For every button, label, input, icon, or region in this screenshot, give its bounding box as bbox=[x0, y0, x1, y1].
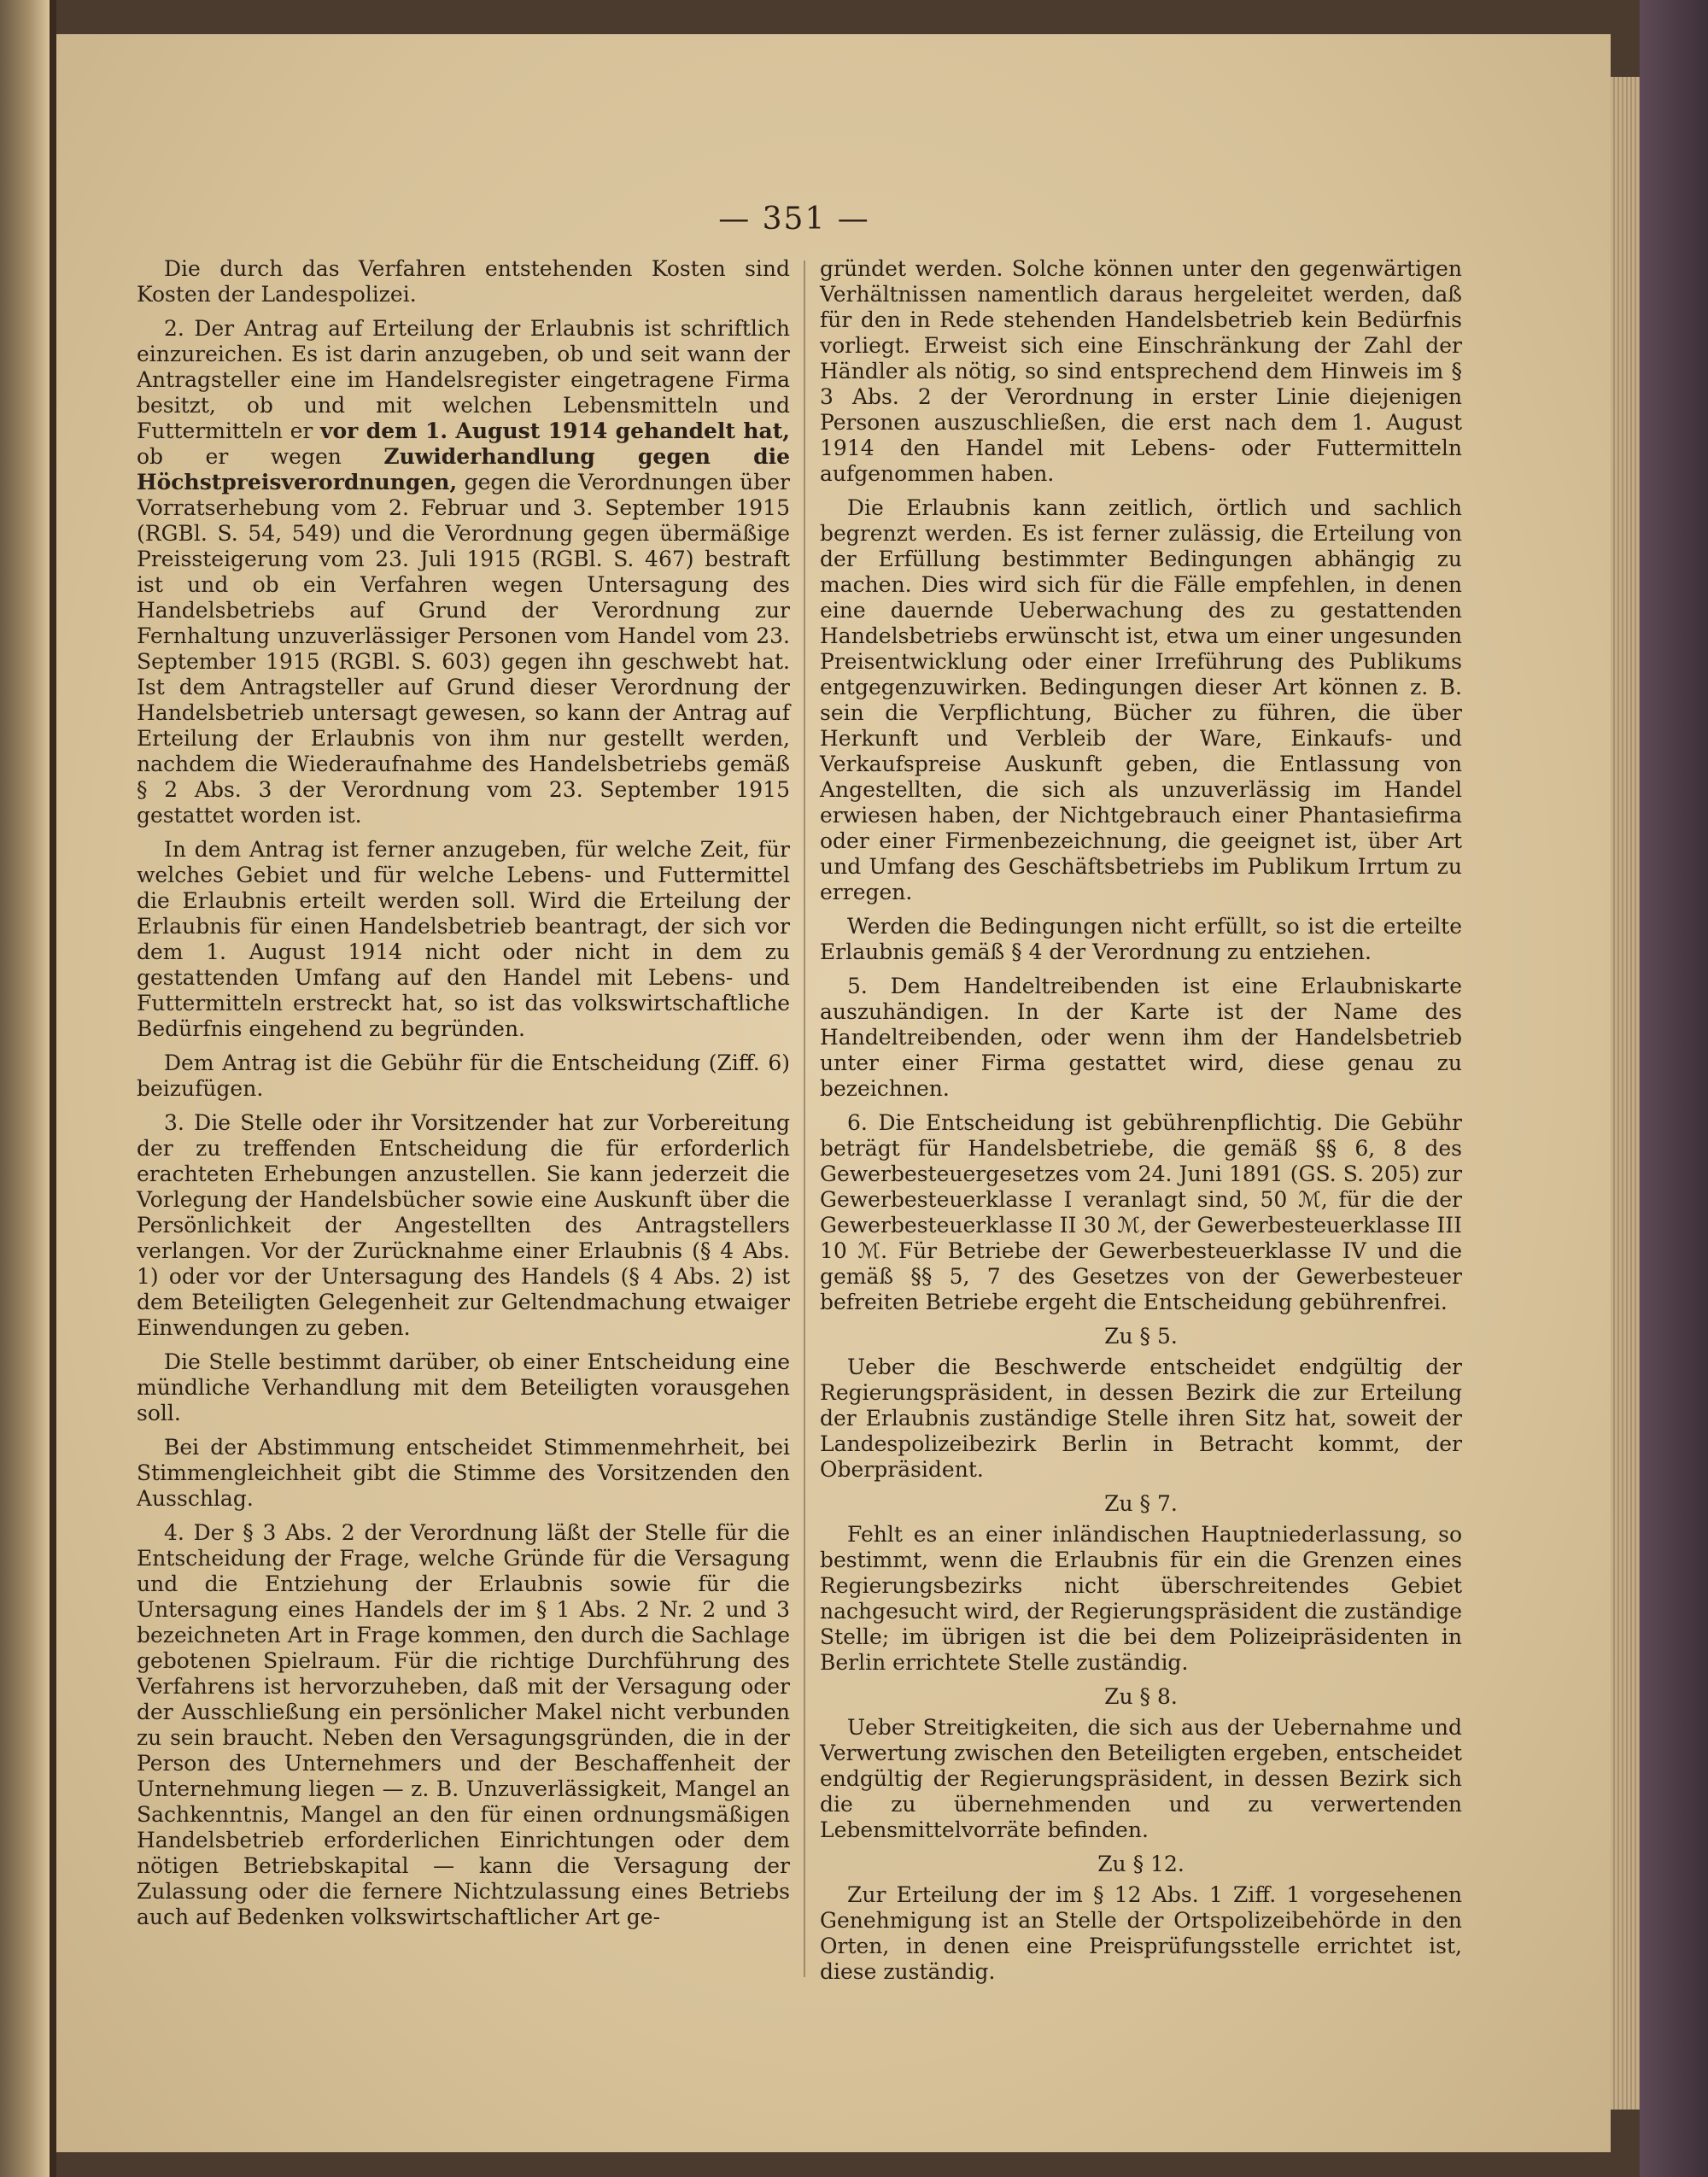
column-divider bbox=[804, 260, 805, 1977]
section-heading: Zu § 8. bbox=[1104, 1684, 1178, 1709]
section-heading: Zu § 7. bbox=[1104, 1491, 1178, 1516]
page-number: — 351 — bbox=[718, 202, 870, 237]
bold-text: Zuwiderhandlung gegen die Höchstpreisverordnungen, bbox=[137, 444, 790, 495]
paragraph-continued: gründet werden. Solche können unter den gegenwärtigen Verhältnissen namentlich daraus hergeleitet werden, daß für den in Rede stehenden Handelsbetrieb kein Bedürfnis vorliegt. Erweist sich eine Einschränkung der Zahl der Händler als nötig, so sind entsprechend dem Hinweis im § 3 Abs. 2 der Verordnung in erster Linie diejenigen Personen auszuschließen, die erst nach dem 1. August 1914 den Handel mit Lebens- oder Futtermitteln aufgenommen haben. bbox=[820, 256, 1462, 486]
page-stack-edge bbox=[1611, 77, 1640, 2110]
paragraph-approval: Zur Erteilung der im § 12 Abs. 1 Ziff. 1 vorgesehenen Genehmigung ist an Stelle der Ortspolizeibehörde in den Orten, in denen eine Preisprüfungsstelle errichtet ist, diese zuständig. bbox=[820, 1882, 1462, 1984]
paragraph-application bbox=[137, 316, 790, 828]
section-heading: Zu § 5. bbox=[1104, 1324, 1178, 1349]
section-heading: Zu § 12. bbox=[1097, 1852, 1184, 1876]
paragraph-fees: 6. Die Entscheidung ist gebührenpflichtig. Die Gebühr beträgt für Handelsbetriebe, die gemäß §§ 6, 8 des Gewerbesteuergesetzes vom 24. Juni 1891 (GS. S. 205) zur Gewerbesteuerklasse I veranlagt sind, 50 ℳ, für die der Gewerbesteuerklasse II 30 ℳ, der Gewerbesteuerklasse III 10 ℳ. Für Betriebe der Gewerbesteuerklasse IV und die gemäß §§ 5, 7 des Gesetzes von der Gewerbesteuer befreiten Betriebe ergeht die Entscheidung gebührenfrei. bbox=[820, 1110, 1462, 1314]
text-span: gegen die Verordnungen über Vorratserhebung vom 2. Februar und 3. September 1915 (RGBl. S. 54, 549) und die Verordnung gegen übermäßige Preissteigerung vom 23. Juli 1915 (RGBl. S. 467) bestraft ist und ob ein Verfahren wegen Untersagung des Handelsbetriebs auf Grund der Verordnung zur Fernhaltung unzuverlässiger Personen vom Handel vom 23. September 1915 (RGBl. S. 603) gegen ihn geschwebt hat. Ist dem Antragsteller auf Grund dieser Verordnung der Handelsbetrieb untersagt gewesen, so kann der Antrag auf Erteilung der Erlaubnis von ihm nur gestellt werden, nachdem die Wiederaufnahme des Handelsbetriebs gemäß § 2 Abs. 3 der Verordnung vom 23. September 1915 gestattet worden ist. bbox=[137, 470, 790, 828]
paragraph-hearing: Die Stelle bestimmt darüber, ob einer Entscheidung eine mündliche Verhandlung mit dem Beteiligten vorausgehen soll. bbox=[137, 1349, 790, 1425]
facing-page-edge bbox=[0, 0, 50, 2177]
book-cover-edge bbox=[1640, 0, 1708, 2177]
paragraph-application-details: In dem Antrag ist ferner anzugeben, für welche Zeit, für welches Gebiet und für welche Lebens- und Futtermittel die Erlaubnis erteilt werden soll. Wird die Erteilung der Erlaubnis für einen Handelsbetrieb beantragt, der sich vor dem 1. August 1914 nicht oder nicht in dem zu gestattenden Umfang auf den Handel mit Lebens- und Futtermitteln erstreckt hat, so ist das volkswirtschaftliche Bedürfnis eingehend zu begründen. bbox=[137, 837, 790, 1041]
bold-text: vor dem 1. August 1914 gehandelt hat, bbox=[319, 418, 790, 443]
text-span: ob er wegen bbox=[137, 444, 384, 469]
paragraph-disputes: Ueber Streitigkeiten, die sich aus der Uebernahme und Verwertung zwischen den Beteiligten ergeben, entscheidet endgültig der Regierungspräsident, in dessen Bezirk sich die zu übernehmenden und zu verwertenden Lebensmittelvorräte befinden. bbox=[820, 1715, 1462, 1842]
paragraph-investigation: 3. Die Stelle oder ihr Vorsitzender hat zur Vorbereitung der zu treffenden Entscheidung die für erforderlich erachteten Erhebungen anzustellen. Sie kann jederzeit die Vorlegung der Handelsbücher sowie eine Auskunft über die Persönlichkeit der Angestellten des Antragstellers verlangen. Vor der Zurücknahme einer Erlaubnis (§ 4 Abs. 1) oder vor der Untersagung des Handels (§ 4 Abs. 2) ist dem Beteiligten Gelegenheit zur Geltendmachung etwaiger Einwendungen zu geben. bbox=[137, 1110, 790, 1340]
paragraph-refusal-grounds: 4. Der § 3 Abs. 2 der Verordnung läßt der Stelle für die Entscheidung der Frage, welche Gründe für die Versagung und die Entziehung der Erlaubnis sowie für die Untersagung eines Handels der im § 1 Abs. 2 Nr. 2 und 3 bezeichneten Art in Frage kommen, den durch die Sachlage gebotenen Spielraum. Für die richtige Durchführung des Verfahrens ist hervorzuheben, daß mit der Versagung oder der Ausschließung ein persönlicher Makel nicht verbunden zu sein braucht. Neben den Versagungsgründen, die in der Person des Unternehmers und der Beschaffenheit der Unternehmung liegen — z. B. Unzuverlässigkeit, Mangel an Sachkenntnis, Mangel an den für einen ordnungsmäßigen Handelsbetrieb erforderlichen Einrichtungen oder dem nötigen Betriebskapital — kann die Versagung der Zulassung oder die fernere Nichtzulassung eines Betriebs auch auf Bedenken volkswirtschaftlicher Art ge- bbox=[137, 1520, 790, 1929]
paragraph-voting: Bei der Abstimmung entscheidet Stimmenmehrheit, bei Stimmengleichheit gibt die Stimme des Vorsitzenden den Ausschlag. bbox=[137, 1435, 790, 1511]
paragraph-costs: Die durch das Verfahren entstehenden Kosten sind Kosten der Landespolizei. bbox=[137, 256, 790, 307]
left-text-column bbox=[137, 256, 790, 1939]
paragraph-conditions: Die Erlaubnis kann zeitlich, örtlich und sachlich begrenzt werden. Es ist ferner zulässig, die Erteilung von der Erfüllung bestimmter Bedingungen abhängig zu machen. Dies wird sich für die Fälle empfehlen, in denen eine dauernde Ueberwachung des zu gestattenden Handelsbetriebs erwünscht ist, etwa um einer ungesunden Preisentwicklung oder einer Irreführung des Publikums entgegenzuwirken. Bedingungen dieser Art können z. B. sein die Verpflichtung, Bücher zu führen, die über Herkunft und Verbleib der Ware, Einkaufs- und Verkaufspreise Auskunft geben, die Entlassung von Angestellten, die sich als unzuverlässig im Handel erwiesen haben, der Nichtgebrauch einer Phantasiefirma oder einer Firmenbezeichnung, die geeignet ist, über Art und Umfang des Geschäftsbetriebs im Publikum Irrtum zu erregen. bbox=[820, 495, 1462, 904]
paragraph-fee: Dem Antrag ist die Gebühr für die Entscheidung (Ziff. 6) beizufügen. bbox=[137, 1050, 790, 1101]
right-text-column bbox=[820, 256, 1462, 1993]
paragraph-revocation: Werden die Bedingungen nicht erfüllt, so ist die erteilte Erlaubnis gemäß § 4 der Verordnung zu entziehen. bbox=[820, 914, 1462, 964]
book-spine-gutter bbox=[50, 0, 56, 2177]
paragraph-appeal: Ueber die Beschwerde entscheidet endgültig der Regierungspräsident, in dessen Bezirk die zur Erteilung der Erlaubnis zuständige Stelle ihren Sitz hat, soweit der Landespolizeibezirk Berlin in Betracht kommt, der Oberpräsident. bbox=[820, 1355, 1462, 1482]
text-span: 2. Der Antrag auf Erteilung der Erlaubnis ist schriftlich einzureichen. Es ist darin anzugeben, ob und seit wann der Antragsteller eine im Handelsregister eingetragene Firma besitzt, ob und mit welchen Lebensmitteln und Futtermitteln er bbox=[137, 316, 790, 443]
paragraph-permit-card: 5. Dem Handeltreibenden ist eine Erlaubniskarte auszuhändigen. In der Karte ist der Name des Handeltreibenden, oder wenn ihm der Handelsbetrieb unter einer Firma gestattet wird, diese genau zu bezeichnen. bbox=[820, 974, 1462, 1101]
paragraph-jurisdiction: Fehlt es an einer inländischen Hauptniederlassung, so bestimmt, wenn die Erlaubnis für ein die Grenzen eines Regierungsbezirks nicht überschreitendes Gebiet nachgesucht wird, der Regierungspräsident die zuständige Stelle; im übrigen ist die bei dem Polizeipräsidenten in Berlin errichtete Stelle zuständig. bbox=[820, 1522, 1462, 1675]
